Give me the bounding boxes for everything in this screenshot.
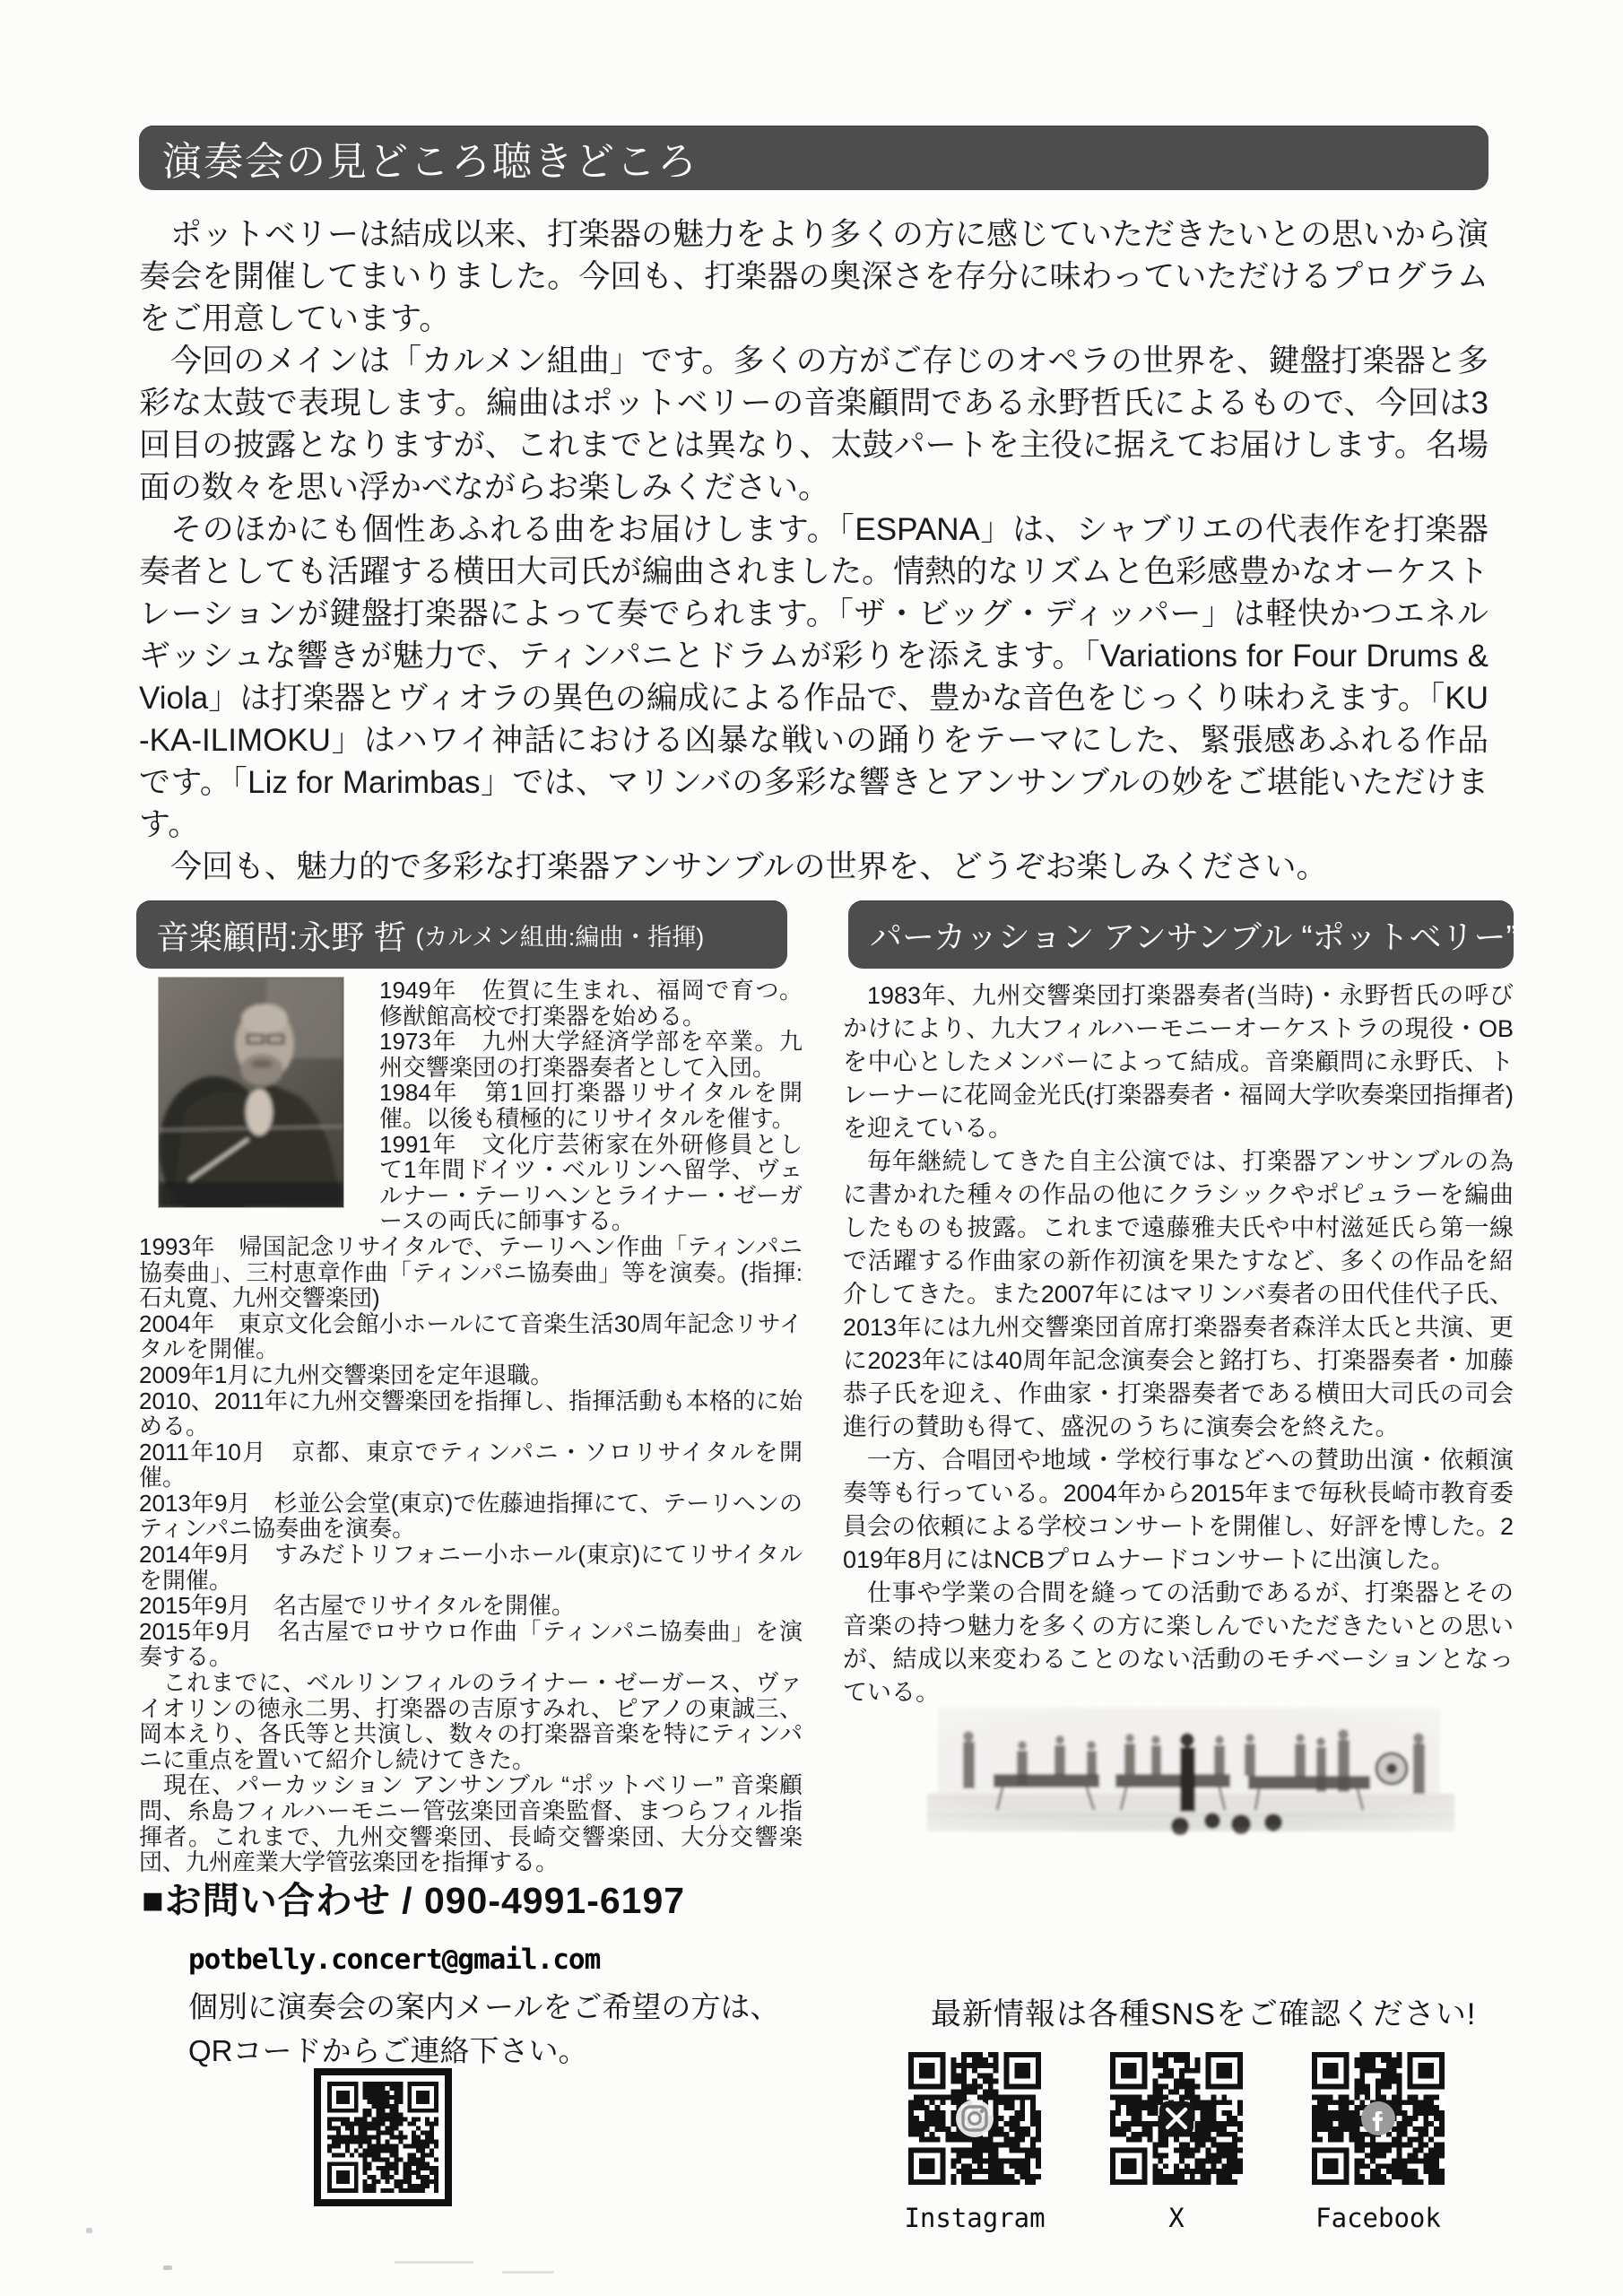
sns-item — [904, 2052, 1046, 2233]
bio-entry: 2009年1月に九州交響楽団を定年退職。 — [139, 1361, 554, 1388]
section-header-highlights — [139, 126, 1488, 190]
ensemble-paragraph: 仕事や学業の合間を縫っての活動であるが、打楽器とその音楽の持つ魅力を多くの方に楽しんでいただきたいとの思いが、結成以来変わることのない活動のモチベーションとなっている。 — [843, 1579, 1514, 1706]
bio-entry: 現在、パーカッション アンサンブル “ポットベリー” 音楽顧問、糸島フィルハーモニー管弦楽団音楽監督、まつらフィル指揮者。これまで、九州交響楽団、長崎交響楽団、大分交響楽団、九州産業大学管弦楽団を指揮する。 — [139, 1771, 803, 1876]
scan-speck — [163, 2266, 172, 2270]
scan-speck — [86, 2228, 92, 2233]
square-bullet-icon: ■ — [142, 1880, 165, 1921]
sns-heading: 最新情報は各種SNSをご確認ください! — [931, 1997, 1477, 2031]
ensemble-title: パーカッション アンサンブル “ポットベリー” — [870, 918, 1517, 955]
ensemble-stage-photo — [911, 1704, 1471, 1855]
sns-qr-row — [904, 2052, 1445, 2233]
ensemble-paragraph: 毎年継続してきた自主公演では、打楽器アンサンブルの為に書かれた種々の作品の他にクラシックやポピュラーを編曲したものも披露。これまで遠藤雅夫氏や中村滋延氏ら第一線で活躍する作曲家の新作初演を果たすなど、多くの作品を紹介してきた。また2007年にはマリンバ奏者の田代佳代子氏、2013年には九州交響楽団首席打楽器奏者森洋太氏と共演、更に2023年には40周年記念演奏会と銘打ち、打楽器奏者・加藤恭子氏を迎え、作曲家・打楽器奏者である横田大司氏の司会進行の賛助も得て、盛況のうちに演奏会を終えた。 — [843, 1148, 1514, 1440]
sns-label: Instagram — [904, 2203, 1046, 2233]
highlights-paragraph: 今回も、魅力的で多彩な打楽器アンサンブルの世界を、どうぞお楽しみください。 — [170, 849, 1328, 884]
contact-block — [142, 1871, 779, 2073]
advisor-title-sub: (カルメン組曲:編曲・指揮) — [415, 923, 705, 951]
x-icon — [1157, 2099, 1196, 2138]
bio-entry: 2010、2011年に九州交響楽団を指揮し、指揮活動も本格的に始める。 — [139, 1387, 803, 1440]
sns-qr-code — [908, 2052, 1041, 2185]
bio-entry: 2015年9月 名古屋でロサウロ作曲「ティンパニ協奏曲」を演奏する。 — [139, 1617, 803, 1671]
contact-heading — [142, 1871, 779, 1924]
highlights-paragraph: 今回のメインは「カルメン組曲」です。多くの方がご存じのオペラの世界を、鍵盤打楽器と多彩な太鼓で表現します。編曲はポットベリーの音楽顧問である永野哲氏によるもので、今回は3回目の披露となりますが、これまでとは異なり、太鼓パートを主役に据えてお届けします。名場面の数々を思い浮かべながらお楽しみください。 — [139, 344, 1488, 505]
bio-entry: 1984年 第1回打楽器リサイタルを開催。以後も積極的にリサイタルを催す。 — [379, 1079, 803, 1132]
ensemble-description — [843, 979, 1514, 1709]
advisor-portrait-photo — [159, 978, 343, 1207]
highlights-paragraph: そのほかにも個性あふれる曲をお届けします。「ESPANA」は、シャブリエの代表作を打楽器奏者としても活躍する横田大司氏が編曲されました。情熱的なリズムと色彩感豊かなオーケストレーションが鍵盤打楽器によって奏でられます。「ザ・ビッグ・ディッパー」は軽快かつエネルギッシュな響きが魅力で、ティンパニとドラムが彩りを添えます。「Variations for Four Drums & Viola」は打楽器とヴィオラの異色の編成による作品で、豊かな音色をじっくり味わえます。「KU-KA-ILIMOKU」はハワイ神話における凶暴な戦いの踊りをテーマにした、緊張感あふれる作品です。「Liz for Marimbas」では、マリンバの多彩な響きとアンサンブルの妙をご堪能いただけます。 — [139, 512, 1488, 842]
contact-qr-canvas — [327, 2082, 438, 2193]
ensemble-paragraph: 1983年、九州交響楽団打楽器奏者(当時)・永野哲氏の呼びかけにより、九大フィルハーモニーオーケストラの現役・OBを中心としたメンバーによって結成。音楽顧問に永野氏、トレーナーに花岡金光氏(打楽器奏者・福岡大学吹奏楽団指揮者)を迎えている。 — [843, 982, 1514, 1142]
bio-entry: 1993年 帰国記念リサイタルで、テーリヘン作曲「ティンパニ協奏曲」、三村恵章作曲「ティンパニ協奏曲」等を演奏。(指揮: 石丸寛、九州交響楽団) — [139, 1232, 827, 1312]
bio-entry: 2013年9月 杉並公会堂(東京)で佐藤迪指揮にて、テーリヘンのティンパニ協奏曲を演奏。 — [139, 1489, 803, 1543]
bio-entry: 2004年 東京文化会館小ホールにて音楽生活30周年記念リサイタルを開催。 — [139, 1309, 803, 1363]
sns-qr-code — [1110, 2052, 1243, 2185]
facebook-icon — [1358, 2099, 1398, 2138]
highlights-paragraph: ポットベリーは結成以来、打楽器の魅力をより多くの方に感じていただきたいとの思いから演奏会を開催してまいりました。今回も、打楽器の奥深さを存分に味わっていただけるプログラムをご用意しています。 — [139, 217, 1489, 336]
bio-entry: 1991年 文化庁芸術家在外研修員として1年間ドイツ・ベルリンへ留学、ヴェルナー・テーリヘンとライナー・ゼーガースの両氏に師事する。 — [379, 1130, 803, 1235]
x-icon — [1157, 2099, 1196, 2138]
scan-speck — [395, 2261, 473, 2264]
highlights-title: 演奏会の見どころ聴きどころ — [162, 140, 699, 184]
contact-heading-text: お問い合わせ / 090-4991-6197 — [164, 1880, 686, 1921]
sns-label: Facebook — [1315, 2203, 1441, 2233]
bio-entry: 2015年9月 名古屋でリサイタルを開催。 — [139, 1592, 575, 1620]
facebook-icon — [1358, 2099, 1398, 2138]
contact-qr-code — [314, 2068, 452, 2206]
scan-speck — [502, 2271, 554, 2274]
sns-label: X — [1168, 2203, 1185, 2233]
instagram-icon — [955, 2099, 994, 2138]
instagram-icon — [955, 2099, 994, 2138]
bio-entry: 1949年 佐賀に生まれ、福岡で育つ。修猷館高校で打楽器を始める。 — [379, 977, 803, 1030]
sns-item — [1110, 2052, 1243, 2233]
bio-entry: 2014年9月 すみだトリフォニー小ホール(東京)にてリサイタルを開催。 — [139, 1541, 803, 1594]
section-header-ensemble — [848, 900, 1517, 969]
sns-item — [1312, 2052, 1445, 2233]
sns-qr-code — [1312, 2052, 1445, 2185]
contact-email: potbelly.concert@gmail.com — [188, 1944, 601, 1976]
ensemble-paragraph: 一方、合唱団や地域・学校行事などへの賛助出演・依頼演奏等も行っている。2004年から2015年まで毎秋長崎市教育委員会の依頼による学校コンサートを開催し、好評を博した。2019年8月にはNCBプロムナードコンサートに出演した。 — [843, 1447, 1514, 1573]
contact-note-line2: QRコードからご連絡下さい。 — [188, 2034, 588, 2067]
bio-entry: 1973年 九州大学経済学部を卒業。九州交響楽団の打楽器奏者として入団。 — [379, 1028, 803, 1081]
bio-entry: 2011年10月 京都、東京でティンパニ・ソロリサイタルを開催。 — [139, 1438, 803, 1492]
advisor-biography — [139, 977, 827, 1876]
bio-entry: これまでに、ベルリンフィルのライナー・ゼーガース、ヴァイオリンの徳永二男、打楽器の吉原すみれ、ピアノの東誠三、岡本えり、各氏等と共演し、数々の打楽器音楽を特にティンパニに重点を置いて紹介し続けてきた。 — [139, 1669, 803, 1773]
portrait-illustration — [159, 978, 343, 1207]
contact-note-line1: 個別に演奏会の案内メールをご希望の方は、 — [188, 1990, 780, 2023]
section-header-advisor — [136, 900, 787, 969]
advisor-title: 音楽顧問:永野 哲 — [156, 919, 407, 956]
stage-illustration — [911, 1704, 1471, 1855]
highlights-body — [139, 213, 1488, 888]
